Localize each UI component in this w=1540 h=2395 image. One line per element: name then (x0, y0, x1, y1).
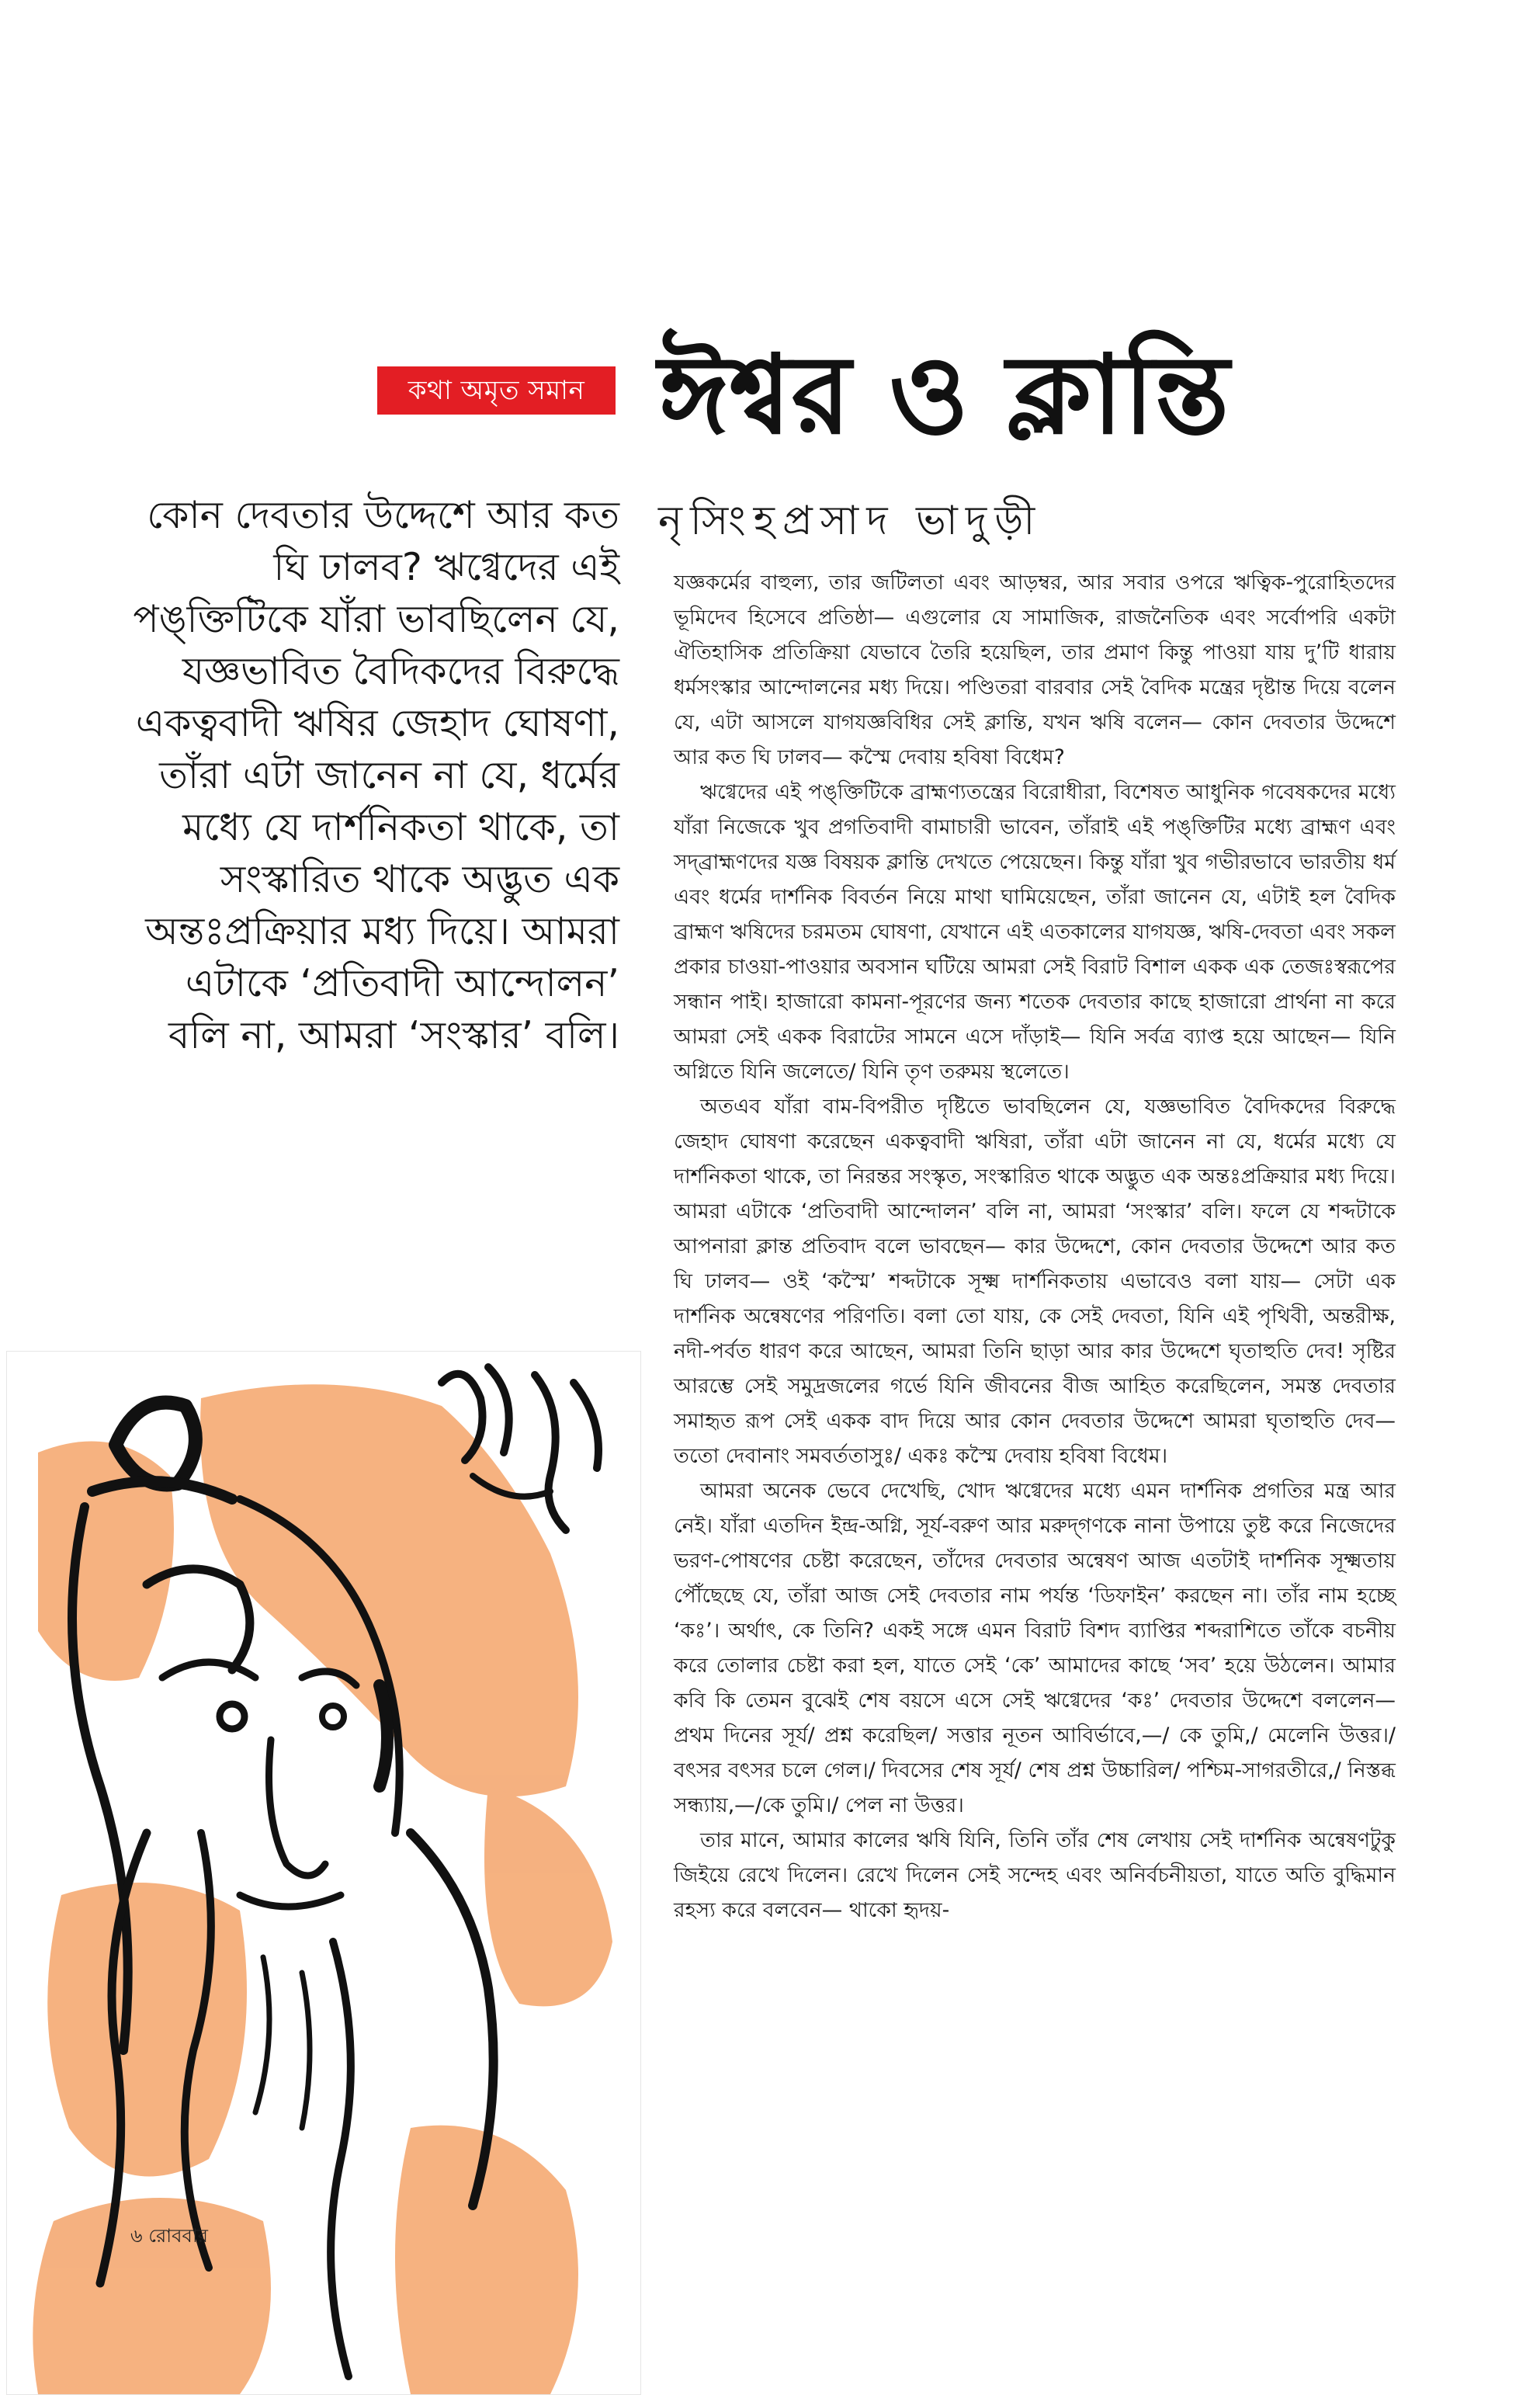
section-tag: কথা অমৃত সমান (377, 366, 616, 415)
article-paragraph: অতএব যাঁরা বাম-বিপরীত দৃষ্টিতে ভাবছিলেন যে, যজ্ঞভাবিত বৈদিকদের বিরুদ্ধে জেহাদ ঘোষণা করেছেন একত্ববাদী ঋষিরা, তাঁরা এটা জানেন না যে, ধর্মের মধ্যে যে দার্শনিকতা থাকে, তা নিরন্তর সংস্কৃত, সংস্কারিত থাকে অদ্ভুত এক অন্তঃপ্রক্রিয়ার মধ্য দিয়ে। আমরা এটাকে ‘প্রতিবাদী আন্দোলন’ বলি না, আমরা ‘সংস্কার’ বলি। ফলে যে শব্দটাকে আপনারা ক্লান্ত প্রতিবাদ বলে ভাবছেন— কার উদ্দেশে, কোন দেবতার উদ্দেশে আর কত ঘি ঢালব— ওই ‘কস্মৈ’ শব্দটাকে সূক্ষ্ম দার্শনিকতায় এভাবেও বলা যায়— সেটা এক দার্শনিক অন্বেষণের পরিণতি। বলা তো যায়, কে সেই দেবতা, যিনি এই পৃথিবী, অন্তরীক্ষ, নদী-পর্বত ধারণ করে আছেন, আমরা তিনি ছাড়া আর কার উদ্দেশে ঘৃতাহুতি দেব! সৃষ্টির আরম্ভে সেই সমুদ্রজলের গর্ভে যিনি জীবনের বীজ আহিত করেছিলেন, সমস্ত দেবতার সমাহৃত রূপ সেই একক বাদ দিয়ে আর কোন দেবতার উদ্দেশে আমরা ঘৃতাহুতি দেব— ততো দেবানাং সমবর্ততাসুঃ/ একঃ কস্মৈ দেবায় হবিষা বিধেম। (674, 1095, 1396, 1468)
sage-illustration (6, 1351, 641, 2395)
article-paragraph: তার মানে, আমার কালের ঋষি যিনি, তিনি তাঁর শেষ লেখায় সেই দার্শনিক অন্বেষণটুকু জিইয়ে রেখে দিলেন। রেখে দিলেন সেই সন্দেহ এবং অনির্বচনীয়তা, যাতে অতি বুদ্ধিমান রহস্য করে বলবেন— থাকো হৃদয়- (674, 1828, 1396, 1922)
pull-quote: কোন দেবতার উদ্দেশে আর কত ঘি ঢালব? ঋগ্বেদের এই পঙ্‌ক্তিটিকে যাঁরা ভাবছিলেন যে, যজ্ঞভাবিত বৈদিকদের বিরুদ্ধে একত্ববাদী ঋষির জেহাদ ঘোষণা, তাঁরা এটা জানেন না যে, ধর্মের মধ্যে যে দার্শনিকতা থাকে, তা সংস্কারিত থাকে অদ্ভুত এক অন্তঃপ্রক্রিয়ার মধ্য দিয়ে। আমরা এটাকে ‘প্রতিবাদী আন্দোলন’ বলি না, আমরা ‘সংস্কার’ বলি। (133, 493, 619, 1057)
article-paragraph: আমরা অনেক ভেবে দেখেছি, খোদ ঋগ্বেদের মধ্যে এমন দার্শনিক প্রগতির মন্ত্র আর নেই। যাঁরা এতদিন ইন্দ্র-অগ্নি, সূর্য-বরুণ আর মরুদ্‌গণকে নানা উপায়ে তুষ্ট করে নিজেদের ভরণ-পোষণের চেষ্টা করেছেন, তাঁদের দেবতার অন্বেষণ আজ এতটাই দার্শনিক সূক্ষ্মতায় পৌঁছেছে যে, তাঁরা আজ সেই দেবতার নাম পর্যন্ত ‘ডিফাইন’ করছেন না। তাঁর নাম হচ্ছে ‘কঃ’। অর্থাৎ, কে তিনি? একই সঙ্গে এমন বিরাট বিশদ ব্যাপ্তির শব্দরাশিতে তাঁকে বচনীয় করে তোলার চেষ্টা করা হল, যাতে সেই ‘কে’ আমাদের কাছে ‘সব’ হয়ে উঠলেন। আমার কবি কি তেমন বুঝেই শেষ বয়সে এসে সেই ঋগ্বেদের ‘কঃ’ দেবতার উদ্দেশে বললেন— প্রথম দিনের সূর্য/ প্রশ্ন করেছিল/ সত্তার নূতন আবির্ভাবে,—/ কে তুমি,/ মেলেনি উত্তর।/ বৎসর বৎসর চলে গেল।/ দিবসের শেষ সূর্য/ শেষ প্রশ্ন উচ্চারিল/ পশ্চিম-সাগরতীরে,/ নিস্তব্ধ সন্ধ্যায়,—/কে তুমি।/ পেল না উত্তর। (674, 1479, 1396, 1817)
page-number: ৬ রোববার (130, 2225, 209, 2247)
article-body (674, 565, 1396, 1928)
headline: ঈশ্বর ও ক্লান্তি (658, 332, 1230, 459)
author-byline: নৃসিংহপ্রসাদ ভাদুড়ী (658, 498, 1043, 544)
article-paragraph: ঋগ্বেদের এই পঙ্‌ক্তিটিকে ব্রাহ্মণ্যতন্ত্রের বিরোধীরা, বিশেষত আধুনিক গবেষকদের মধ্যে যাঁরা নিজেকে খুব প্রগতিবাদী বামাচারী ভাবেন, তাঁরাই এই পঙ্‌ক্তিটির মধ্যে ব্রাহ্মণ এবং সদ্‌ব্রাহ্মণদের যজ্ঞ বিষয়ক ক্লান্তি দেখতে পেয়েছেন। কিন্তু যাঁরা খুব গভীরভাবে ভারতীয় ধর্ম এবং ধর্মের দার্শনিক বিবর্তন নিয়ে মাথা ঘামিয়েছেন, তাঁরা জানেন যে, এটাই হল বৈদিক ব্রাহ্মণ ঋষিদের চরমতম ঘোষণা, যেখানে এই এতকালের যাগযজ্ঞ, ঋষি-দেবতা এবং সকল প্রকার চাওয়া-পাওয়ার অবসান ঘটিয়ে আমরা সেই বিরাট বিশাল একক এক তেজঃস্বরূপের সন্ধান পাই। হাজারো কামনা-পূরণের জন্য শতেক দেবতার কাছে হাজারো প্রার্থনা না করে আমরা সেই একক বিরাটের সামনে এসে দাঁড়াই— যিনি সর্বত্র ব্যাপ্ত হয়ে আছেন— যিনি অগ্নিতে যিনি জলেতে/ যিনি তৃণ তরুময় স্থলেতে। (674, 780, 1396, 1084)
article-paragraph: যজ্ঞকর্মের বাহুল্য, তার জটিলতা এবং আড়ম্বর, আর সবার ওপরে ঋত্বিক-পুরোহিতদের ভূমিদেব হিসেবে প্রতিষ্ঠা— এগুলোর যে সামাজিক, রাজনৈতিক এবং সর্বোপরি একটা ঐতিহাসিক প্রতিক্রিয়া যেভাবে তৈরি হয়েছিল, তার প্রমাণ কিন্তু পাওয়া যায় দু’টি ধারায় ধর্মসংস্কার আন্দোলনের মধ্য দিয়ে। পণ্ডিতরা বারবার সেই বৈদিক মন্ত্রের দৃষ্টান্ত দিয়ে বলেন যে, এটা আসলে যাগযজ্ঞবিধির সেই ক্লান্তি, যখন ঋষি বলেন— কোন দেবতার উদ্দেশে আর কত ঘি ঢালব— কস্মৈ দেবায় হবিষা বিধেম? (674, 571, 1396, 769)
